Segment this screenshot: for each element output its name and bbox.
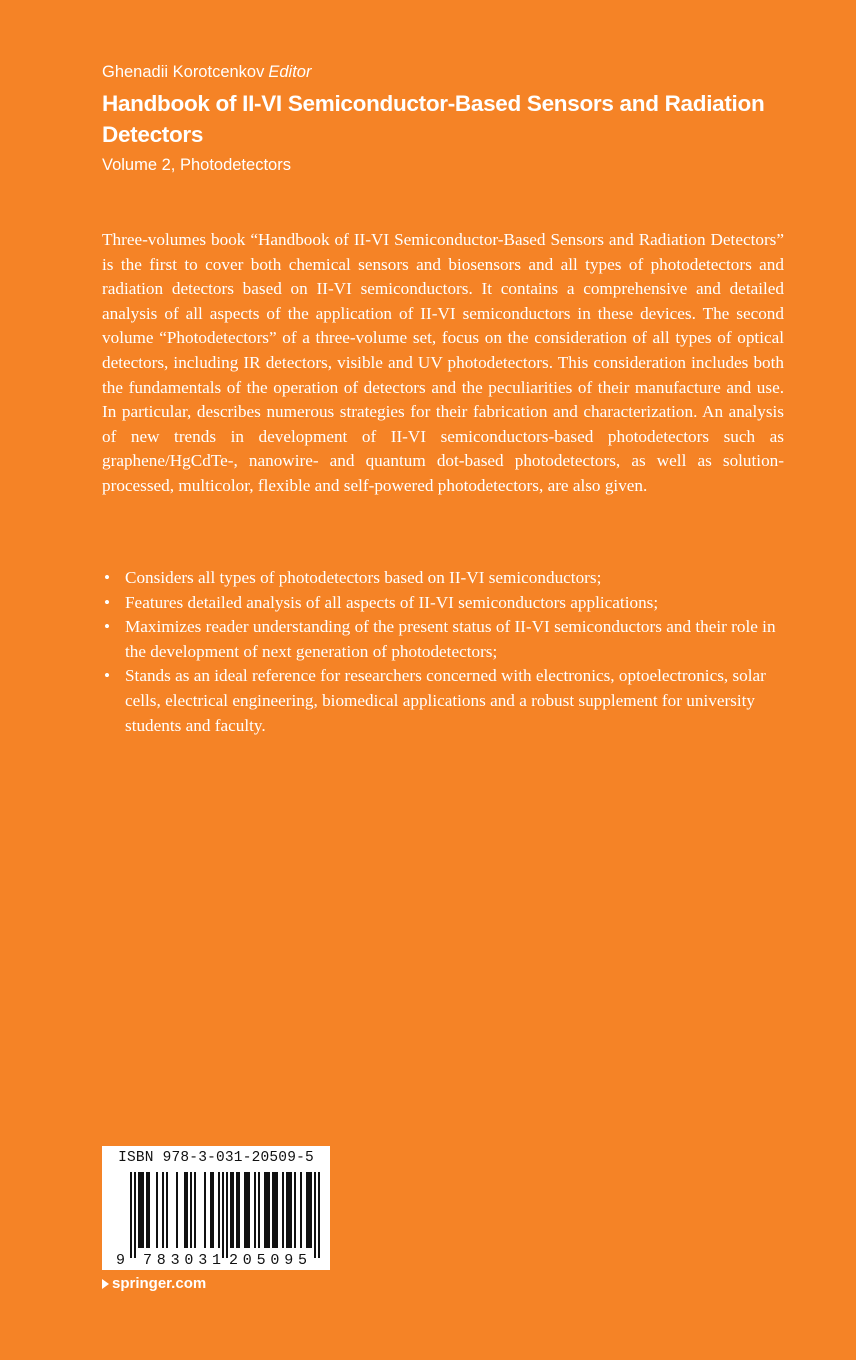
isbn-label: ISBN 978-3-031-20509-5 <box>118 1150 314 1166</box>
barcode-bar <box>264 1172 266 1248</box>
site-label: springer.com <box>112 1275 207 1292</box>
barcode-bar <box>194 1172 196 1248</box>
barcode-left-digits: 783031 <box>143 1252 221 1268</box>
barcode-bar <box>258 1172 260 1248</box>
barcode-bar <box>204 1172 206 1248</box>
barcode-bar <box>300 1172 302 1248</box>
barcode-bar <box>274 1172 276 1248</box>
editor-name: Ghenadii Korotcenkov <box>102 63 265 81</box>
barcode-bar <box>244 1172 246 1248</box>
barcode-bar <box>176 1172 178 1248</box>
barcode-bar <box>286 1172 288 1248</box>
barcode-bar <box>266 1172 268 1248</box>
bullet-icon: • <box>104 568 111 587</box>
book-title: Handbook of II-VI Semiconductor-Based Sensors and Radiation Detectors <box>102 91 765 147</box>
barcode-bar <box>246 1172 248 1248</box>
isbn-barcode <box>102 1146 330 1270</box>
barcode-bar <box>166 1172 168 1248</box>
barcode-bar <box>186 1172 188 1248</box>
barcode-bar <box>276 1172 278 1248</box>
barcode-bar <box>238 1172 240 1248</box>
barcode-bar <box>290 1172 292 1248</box>
barcode-bar <box>294 1172 296 1248</box>
triangle-arrow-icon <box>102 1279 109 1289</box>
barcode-bar <box>318 1172 320 1258</box>
barcode-bar <box>130 1172 132 1258</box>
barcode-bar <box>218 1172 220 1248</box>
feature-item <box>102 591 784 616</box>
barcode-bar <box>184 1172 186 1248</box>
bullet-icon: • <box>104 666 111 686</box>
feature-text: Considers all types of photodetectors based on II-VI semiconductors; <box>125 568 602 587</box>
barcode-bar <box>140 1172 142 1248</box>
feature-text: Features detailed analysis of all aspects of II-VI semiconductors applications; <box>125 592 659 612</box>
barcode-bar <box>210 1172 212 1248</box>
editor-role: Editor <box>268 63 312 81</box>
barcode-bar <box>212 1172 214 1248</box>
barcode-bar <box>146 1172 148 1248</box>
barcode-bar <box>314 1172 316 1258</box>
springer-link[interactable] <box>102 1275 206 1292</box>
cover-header <box>102 60 802 177</box>
barcode-bar <box>282 1172 284 1248</box>
barcode-bar <box>308 1172 310 1248</box>
barcode-bar <box>288 1172 290 1248</box>
feature-item <box>102 566 784 591</box>
barcode-bar <box>222 1172 224 1258</box>
barcode-bar <box>306 1172 308 1248</box>
barcode-bar <box>230 1172 232 1248</box>
feature-item <box>102 664 784 738</box>
barcode-bar <box>190 1172 192 1248</box>
barcode-bar <box>134 1172 136 1258</box>
feature-text: Maximizes reader understanding of the present status of II-VI semiconductors and their role in the development of next generation of photodetectors; <box>125 617 776 661</box>
barcode-right-digits: 205095 <box>229 1252 307 1268</box>
barcode-bar <box>232 1172 234 1248</box>
editor-line <box>102 60 802 84</box>
feature-list <box>102 566 784 738</box>
barcode-bar <box>236 1172 238 1248</box>
feature-text: Stands as an ideal reference for researchers concerned with electronics, optoelectronics, solar cells, electrical engineering, biomedical applications and a robust supplement for university students and faculty. <box>125 666 766 735</box>
barcode-bar <box>248 1172 250 1248</box>
bullet-icon: • <box>104 617 111 637</box>
barcode-bar <box>162 1172 164 1248</box>
book-subtitle: Volume 2, Photodetectors <box>102 156 291 174</box>
feature-item <box>102 615 784 664</box>
barcode-bar <box>268 1172 270 1248</box>
barcode-bar <box>156 1172 158 1248</box>
barcode-first-digit: 9 <box>116 1252 126 1268</box>
barcode-bar <box>272 1172 274 1248</box>
barcode-bar <box>310 1172 312 1248</box>
barcode-bars <box>116 1172 322 1268</box>
bullet-icon: • <box>104 592 111 612</box>
barcode-bar <box>148 1172 150 1248</box>
barcode-bar <box>138 1172 140 1248</box>
barcode-bar <box>226 1172 228 1258</box>
description-paragraph: Three-volumes book “Handbook of II-VI Semiconductor-Based Sensors and Radiation Detectors” is the first to cover both chemical sensors and biosensors and all types of photodetectors and radiation detectors based on II-VI semiconductors. It contains a comprehensive and detailed analysis of all aspects of the application of II-VI semiconductors in these devices. The second volume “Photodetectors” of a three-volume set, focus on the consideration of all types of optical detectors, including IR detectors, visible and UV photodetectors. This consideration includes both the fundamentals of the operation of detectors and the peculiarities of their manufacture and use. In particular, describes numerous strategies for their fabrication and characterization. An analysis of new trends in development of II-VI semiconductors-based photodetectors such as graphene/HgCdTe-, nanowire- and quantum dot-based photodetectors, as well as solution-processed, multicolor, flexible and self-powered photodetectors, are also given. <box>102 230 784 495</box>
barcode-bar <box>142 1172 144 1248</box>
barcode-bar <box>254 1172 256 1248</box>
